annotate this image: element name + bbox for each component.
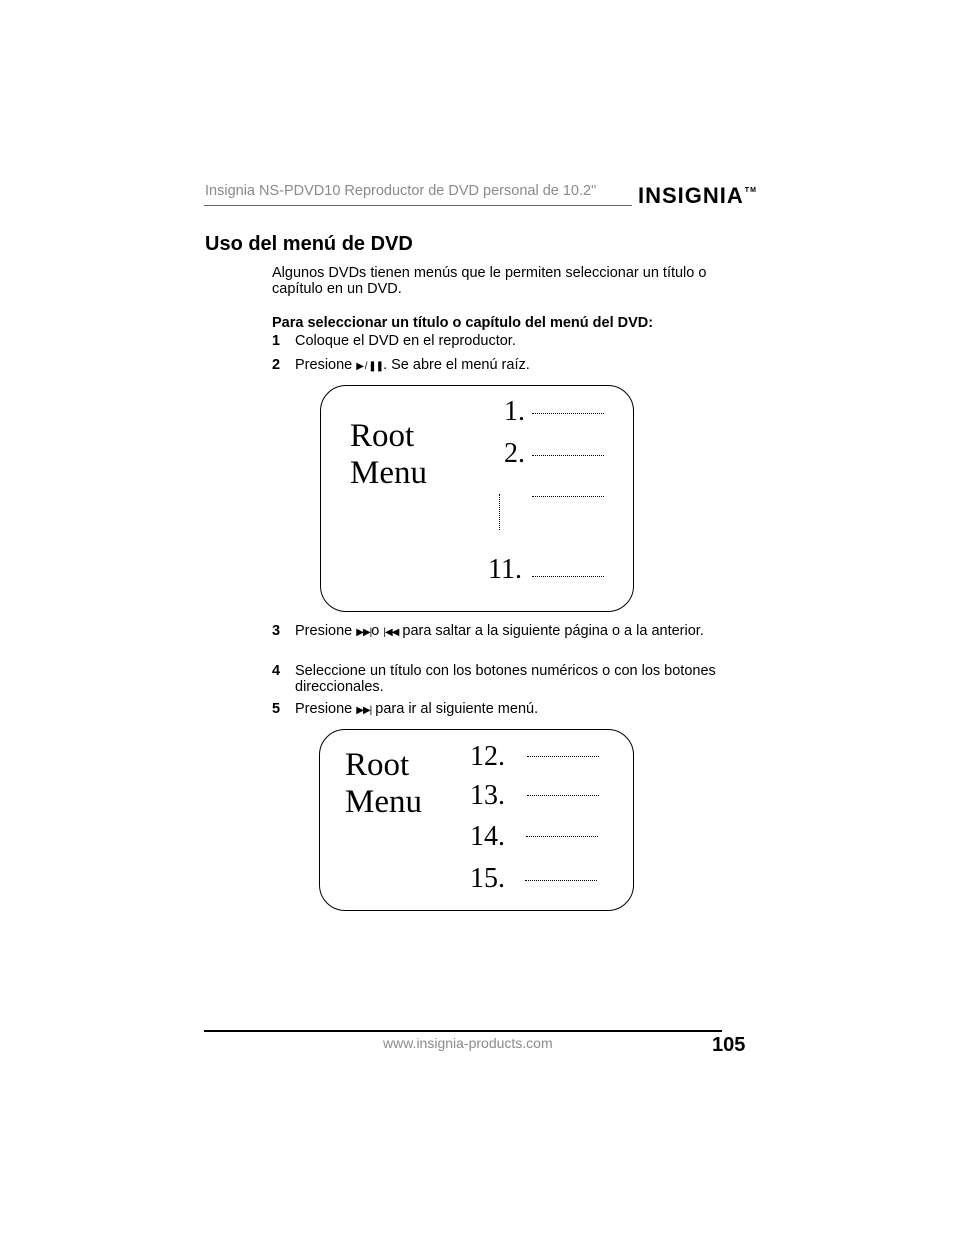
step-text-post: para saltar a la siguiente página o a la anterior. <box>402 623 704 639</box>
menu-item-dots <box>527 795 599 796</box>
step-text-pre: Presione <box>295 357 353 373</box>
next-icon: ▶▶| <box>356 627 372 638</box>
menu-item-dots <box>525 880 597 881</box>
step-text <box>295 701 755 719</box>
step-text <box>295 623 755 641</box>
procedure-title: Para seleccionar un título o capítulo del menú del DVD: <box>272 315 654 331</box>
step-text-mid: o <box>371 623 380 639</box>
root-menu-title <box>345 747 422 821</box>
step-number: 3 <box>272 623 281 639</box>
brand-name: INSIGNIA <box>638 183 744 208</box>
step-text: Coloque el DVD en el reproductor. <box>295 333 516 349</box>
menu-item-dots <box>526 836 598 837</box>
menu-item: 14. <box>470 821 505 852</box>
ellipsis-vertical-dots <box>499 494 500 530</box>
menu-item-dots <box>532 413 604 414</box>
step-text <box>295 357 755 375</box>
step-text-post: . Se abre el menú raíz. <box>383 357 530 373</box>
menu-item-dots <box>532 576 604 577</box>
next-icon: ▶▶| <box>356 705 372 716</box>
previous-icon: |◀◀ <box>383 627 399 638</box>
footer-url: www.insignia-products.com <box>383 1035 553 1051</box>
menu-item-dots <box>532 455 604 456</box>
step-number: 1 <box>272 333 281 349</box>
step-number: 2 <box>272 357 281 373</box>
menu-item: 12. <box>470 741 505 772</box>
footer-rule <box>204 1030 722 1032</box>
page-number: 105 <box>712 1034 746 1056</box>
step-number: 4 <box>272 663 281 679</box>
menu-item-dots <box>532 496 604 497</box>
root-menu-page-2 <box>319 729 634 911</box>
root-menu-title-line2: Menu <box>350 455 427 491</box>
root-menu-title-line2: Menu <box>345 784 422 820</box>
root-menu-title <box>350 418 427 492</box>
header-title: Insignia NS-PDVD10 Reproductor de DVD personal de 10.2" <box>205 183 597 199</box>
trademark: TM <box>744 187 757 194</box>
menu-item: 2. <box>504 438 525 469</box>
header-rule <box>204 205 632 206</box>
menu-item: 13. <box>470 780 505 811</box>
root-menu-title-line1: Root <box>350 418 415 454</box>
menu-item: 15. <box>470 863 505 894</box>
root-menu-page-1 <box>320 385 634 612</box>
menu-item-dots <box>527 756 599 757</box>
step-text-pre: Presione <box>295 701 353 717</box>
step-text-pre: Presione <box>295 623 353 639</box>
menu-item: 11. <box>488 554 522 585</box>
section-title: Uso del menú de DVD <box>205 233 413 255</box>
root-menu-title-line1: Root <box>345 747 410 783</box>
menu-item: 1. <box>504 396 525 427</box>
play-pause-icon: ▶ / ❚❚ <box>356 361 384 372</box>
step-text: Seleccione un título con los botones numéricos o con los botones direccionales. <box>295 663 716 695</box>
step-text-post: para ir al siguiente menú. <box>375 701 539 717</box>
step-number: 5 <box>272 701 281 717</box>
brand-logo <box>638 183 757 209</box>
intro-paragraph: Algunos DVDs tienen menús que le permiten seleccionar un título o capítulo en un DVD. <box>272 265 707 297</box>
